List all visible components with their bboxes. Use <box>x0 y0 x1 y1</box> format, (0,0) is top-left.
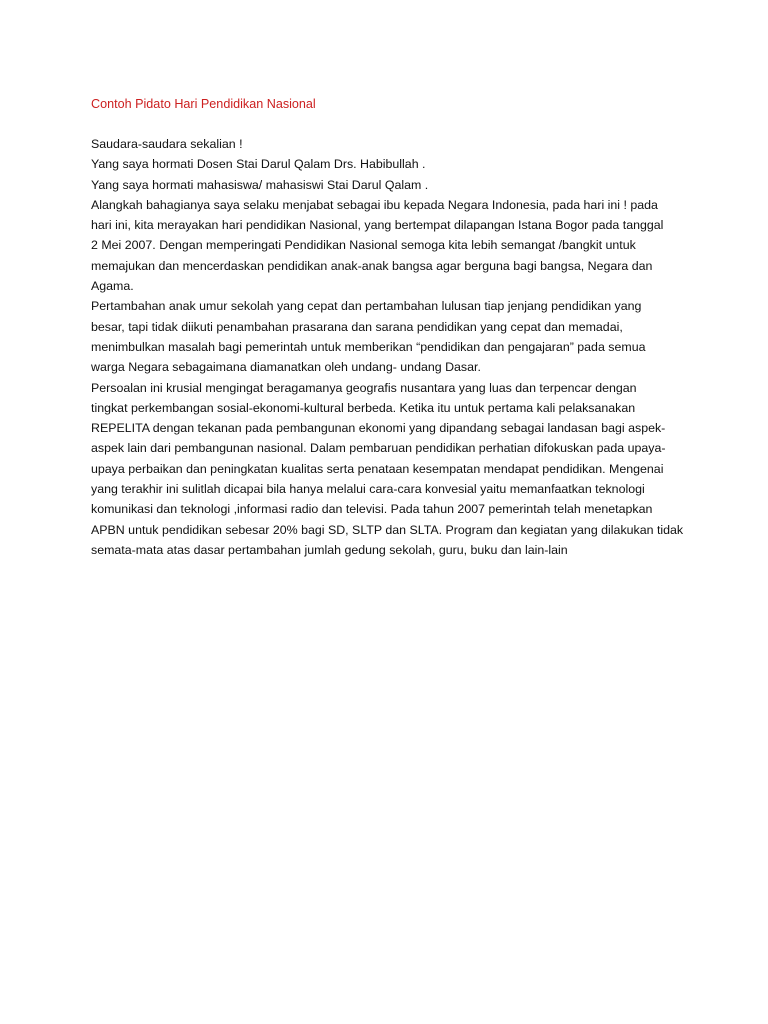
paragraph-line: 2 Mei 2007. Dengan memperingati Pendidikan Nasional semoga kita lebih semangat /bangkit untuk <box>91 238 636 253</box>
paragraph-line: Persoalan ini krusial mengingat beragamanya geografis nusantara yang luas dan terpencar dengan <box>91 380 637 395</box>
greeting-line: Saudara-saudara sekalian ! <box>91 137 243 151</box>
paragraph-line: aspek lain dari pembangunan nasional. Dalam pembaruan pendidikan perhatian difokuskan pada upaya- <box>91 441 666 456</box>
paragraph-line: hari ini, kita merayakan hari pendidikan Nasional, yang bertempat dilapangan Istana Bogor pada tanggal <box>91 218 664 233</box>
paragraph-line: Agama. <box>91 279 134 294</box>
paragraph-3 <box>91 378 684 561</box>
document-body <box>91 94 684 560</box>
paragraph-line: warga Negara sebagaimana diamanatkan oleh undang- undang Dasar. <box>91 360 481 375</box>
greeting-line: Yang saya hormati mahasiswa/ mahasiswi Stai Darul Qalam . <box>91 177 429 192</box>
paragraph-line: REPELITA dengan tekanan pada pembangunan ekonomi yang dipandang sebagai landasan bagi aspek- <box>91 421 666 436</box>
paragraph-line: APBN untuk pendidikan sebesar 20% bagi SD, SLTP dan SLTA. Program dan kegiatan yang dilakukan tidak <box>91 522 684 537</box>
paragraph-line: yang terakhir ini sulitlah dicapai bila hanya melalui cara-cara konvesial yaitu memanfaatkan teknologi <box>91 482 645 497</box>
document-title: Contoh Pidato Hari Pendidikan Nasional <box>91 97 316 111</box>
paragraph-line: tingkat perkembangan sosial-ekonomi-kultural berbeda. Ketika itu untuk pertama kali pelaksanakan <box>91 400 636 415</box>
paragraph-line: Pertambahan anak umur sekolah yang cepat dan pertambahan lulusan tiap jenjang pendidikan yang <box>91 299 642 314</box>
paragraph-line: semata-mata atas dasar pertambahan jumlah gedung sekolah, guru, buku dan lain-lain <box>91 542 568 557</box>
paragraph-line: menimbulkan masalah bagi pemerintah untuk memberikan “pendidikan dan pengajaran” pada semua <box>91 339 646 354</box>
paragraph-line: besar, tapi tidak diikuti penambahan prasarana dan sarana pendidikan yang cepat dan memadai, <box>91 319 623 334</box>
paragraph-2 <box>91 296 681 377</box>
greetings-block <box>91 134 681 195</box>
paragraph-line: Alangkah bahagianya saya selaku menjabat sebagai ibu kepada Negara Indonesia, pada hari ini ! pada <box>91 197 658 212</box>
paragraph-line: upaya perbaikan dan peningkatan kualitas serta penataan kesempatan mendapat pendidikan. Mengenai <box>91 461 664 476</box>
paragraph-line: komunikasi dan teknologi ,informasi radio dan televisi. Pada tahun 2007 pemerintah telah menetapkan <box>91 502 653 517</box>
paragraph-1 <box>91 195 681 296</box>
paragraph-line: memajukan dan mencerdaskan pendidikan anak-anak bangsa agar berguna bagi bangsa, Negara dan <box>91 258 653 273</box>
greeting-line: Yang saya hormati Dosen Stai Darul Qalam Drs. Habibullah . <box>91 157 426 172</box>
